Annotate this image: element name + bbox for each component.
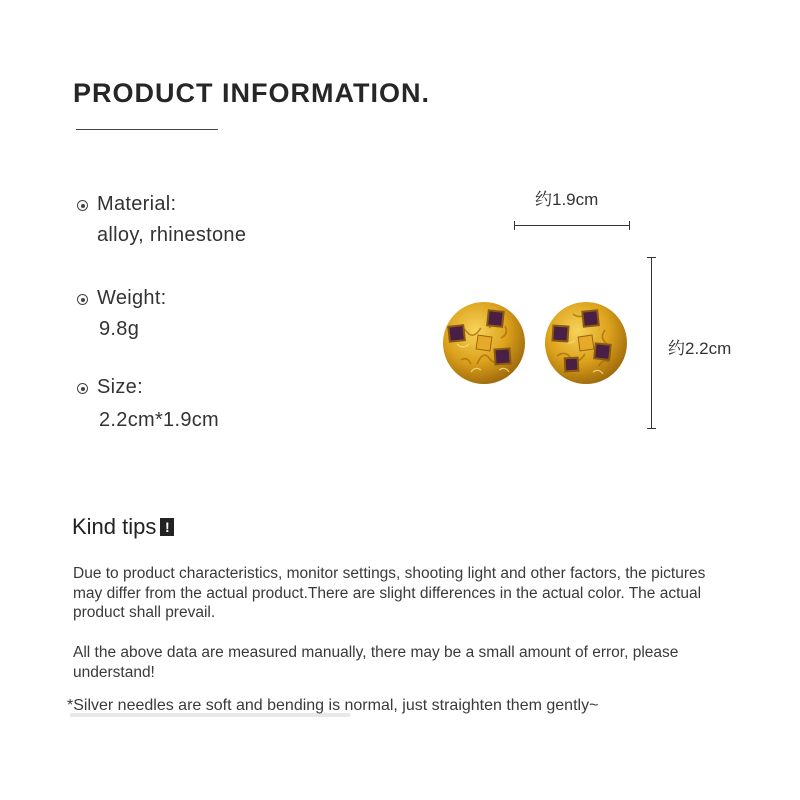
tips-paragraph-2: All the above data are measured manually, there may be a small amount of error, please understand!	[73, 644, 679, 681]
title-underline	[76, 129, 218, 130]
bullet-icon	[77, 200, 88, 211]
spec-material-label: Material:	[97, 193, 177, 215]
earring-left-image	[441, 300, 527, 386]
spec-size-label: Size:	[97, 376, 143, 398]
spec-weight-label: Weight:	[97, 287, 167, 309]
spec-size-value: 2.2cm*1.9cm	[99, 409, 220, 431]
kind-tips-heading	[72, 514, 174, 540]
kind-tips-label: Kind tips	[72, 514, 157, 539]
page-title: PRODUCT INFORMATION.	[73, 78, 430, 108]
spec-material-value: alloy, rhinestone	[97, 224, 247, 246]
earring-right-image	[543, 300, 629, 386]
height-dimension-line	[651, 257, 652, 429]
footnote: *Silver needles are soft and bending is normal, just straighten them gently~	[67, 697, 599, 714]
height-dimension-label: 约2.2cm	[668, 339, 732, 358]
bullet-icon	[77, 294, 88, 305]
width-dimension-line	[514, 225, 630, 226]
bullet-icon	[77, 383, 88, 394]
spec-weight-value: 9.8g	[99, 318, 140, 340]
width-dimension-label: 约1.9cm	[535, 190, 599, 209]
warning-icon: !	[160, 518, 174, 536]
tips-paragraph-1: Due to product characteristics, monitor settings, shooting light and other factors, the pictures may differ from the actual product.There are slight differences in the actual color. The actual product shall prevail.	[73, 565, 706, 621]
